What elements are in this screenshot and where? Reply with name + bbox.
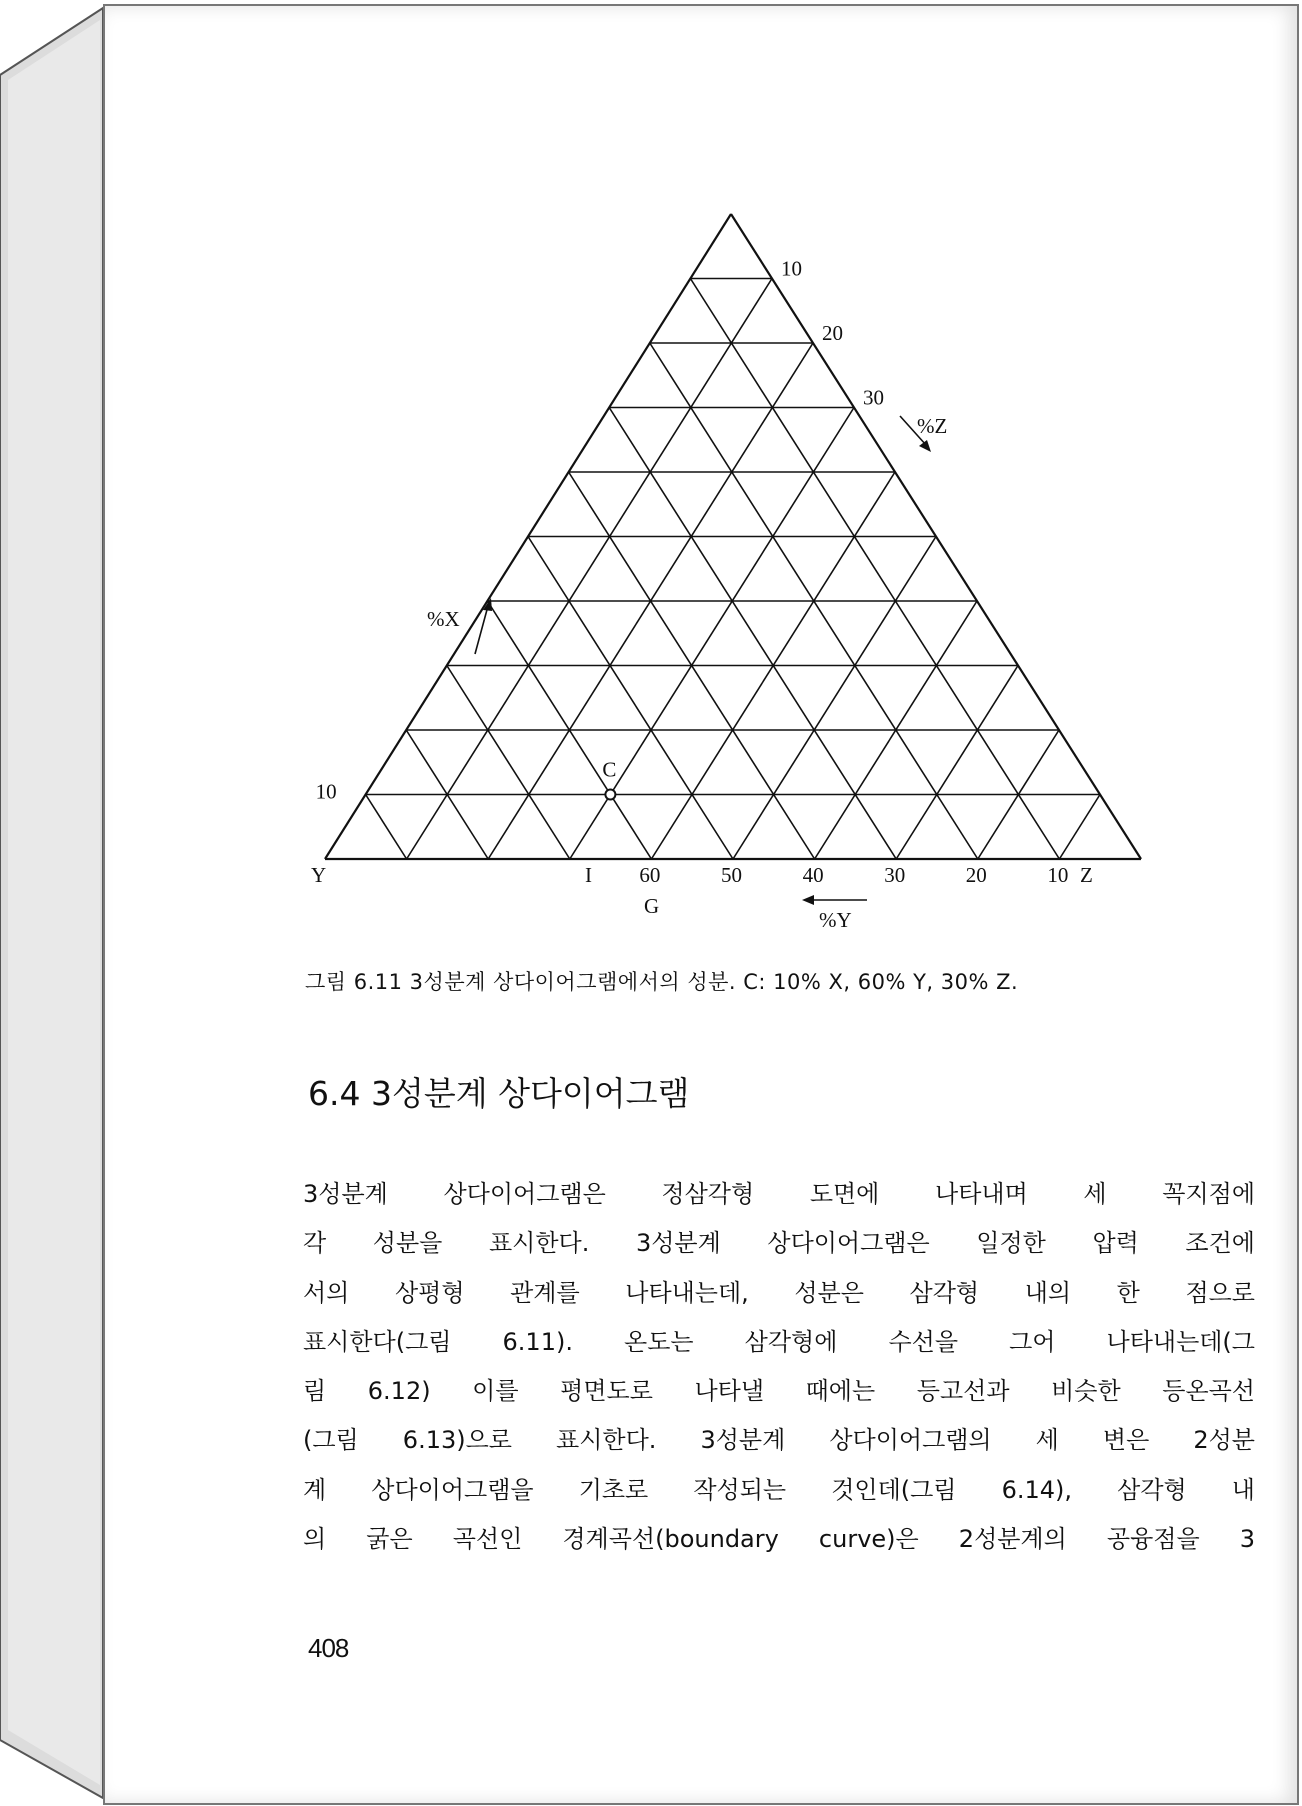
axis-arrowhead-z-icon xyxy=(919,440,931,452)
axis-arrowhead-y-icon xyxy=(802,895,814,905)
label-i: I xyxy=(585,863,592,887)
body-paragraph xyxy=(303,1170,1255,1564)
grid-line-falling xyxy=(733,537,936,860)
bottom-ticks xyxy=(639,863,1068,887)
tick-label-z-30: 30 xyxy=(863,385,884,410)
grid-line-falling xyxy=(1059,795,1100,860)
tick-label-y-50: 50 xyxy=(721,863,742,887)
axis-label-x: %X xyxy=(427,607,460,631)
body-line: 의 굵은 곡선인 경계곡선(boundary curve)은 2성분계의 공융점을 3 xyxy=(303,1525,1255,1554)
tick-label-y-10: 10 xyxy=(1047,863,1069,887)
body-line: 서의 상평형 관계를 나타내는데, 성분은 삼각형 내의 한 점으로 xyxy=(303,1278,1255,1307)
body-line: (그림 6.13)으로 표시한다. 3성분계 상다이어그램의 세 변은 2성분 xyxy=(303,1426,1255,1455)
tick-label-y-60: 60 xyxy=(639,863,661,887)
body-line: 계 상다이어그램을 기초로 작성되는 것인데(그림 6.14), 삼각형 내 xyxy=(303,1475,1255,1504)
body-line: 림 6.12) 이를 평면도로 나타낼 때에는 등고선과 비슷한 등온곡선 xyxy=(303,1377,1255,1406)
grid-line-falling xyxy=(896,666,1018,860)
tick-label-y-20: 20 xyxy=(965,863,987,887)
tick-label-z-20: 20 xyxy=(822,321,843,345)
vertex-label-z: Z xyxy=(1080,863,1093,887)
figure-caption: 그림 6.11 3성분계 상다이어그램에서의 성분. C: 10% X, 60% Y, 30% Z. xyxy=(305,970,1019,994)
grid-line-rising xyxy=(609,408,896,860)
section-heading: 6.4 3성분계 상다이어그램 xyxy=(308,1074,690,1113)
body-line: 각 성분을 표시한다. 3성분계 상다이어그램은 일정한 압력 조건에 xyxy=(303,1229,1255,1258)
grid-line-falling xyxy=(407,279,772,860)
grid-line-rising xyxy=(528,537,733,860)
grid-line-rising xyxy=(366,795,407,860)
book-spine xyxy=(0,0,110,1806)
axis-label-y: %Y xyxy=(819,908,852,932)
tick-label-y-40: 40 xyxy=(802,863,824,887)
ternary-diagram xyxy=(105,6,1297,956)
grid-line-rising xyxy=(447,666,570,860)
body-line: 3성분계 상다이어그램은 정삼각형 도면에 나타내며 세 꼭지점에 xyxy=(303,1180,1255,1208)
composition-point-c xyxy=(605,790,615,800)
tick-label-y-30: 30 xyxy=(884,863,906,887)
triangle-grid xyxy=(325,214,1141,859)
page-number: 408 xyxy=(308,1633,349,1663)
axis-arrow-x xyxy=(475,606,488,654)
point-label-c: C xyxy=(602,757,617,782)
body-line: 표시한다(그림 6.11). 온도는 삼각형에 수선을 그어 나타내는데(그 xyxy=(303,1327,1255,1356)
book-page xyxy=(103,4,1299,1805)
axis-label-z: %Z xyxy=(917,414,948,438)
label-g: G xyxy=(644,894,660,918)
vertex-label-y: Y xyxy=(311,863,327,887)
grid-line-rising xyxy=(690,279,1059,860)
tick-label-x-10: 10 xyxy=(315,779,337,804)
apex-ticks xyxy=(781,257,884,410)
tick-label-z-10: 10 xyxy=(781,256,802,281)
